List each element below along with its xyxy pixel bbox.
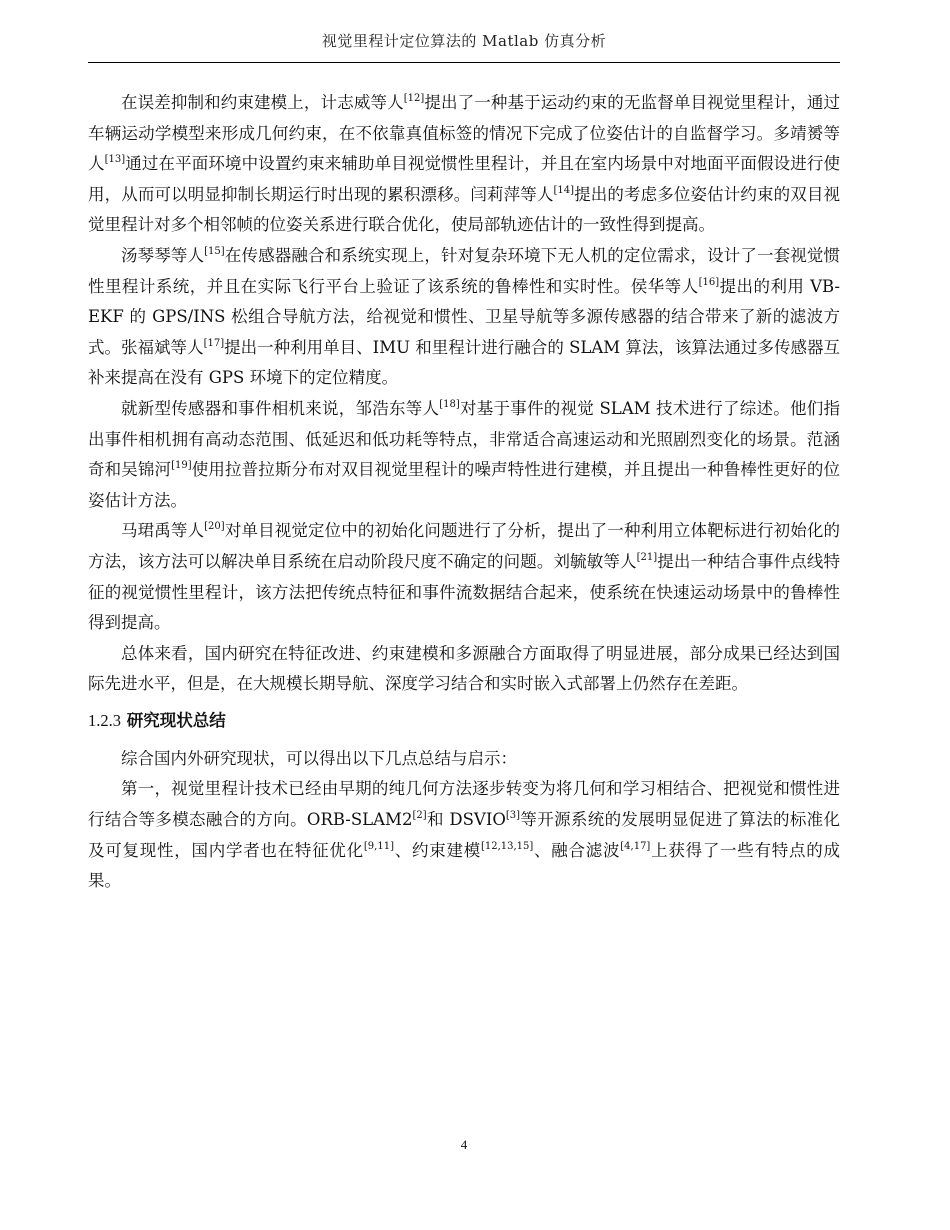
paragraph-text: 汤琴琴等人: [121, 245, 205, 265]
citation-ref: [9,11]: [363, 840, 394, 852]
paragraph-group-summary: [88, 744, 840, 897]
paragraph-text: 就新型传感器和事件相机来说，邹浩东等人: [121, 398, 440, 418]
citation-ref: [13]: [104, 154, 126, 166]
citation-ref: [19]: [171, 460, 192, 472]
citation-ref: [17]: [203, 337, 225, 349]
paragraph-text: 总体来看，国内研究在特征改进、约束建模和多源融合方面取得了明显进展，部分成果已经达到国际先进水平，但是，在大规模长期导航、深度学习结合和实时嵌入式部署上仍然存在差距。: [88, 643, 840, 694]
paragraph: [88, 88, 840, 241]
paragraph-text: 通过在平面环境中设置约束来辅助单目视觉惯性里程计，并且在室内场景中对地面平面假设进行使用，从而可以明显抑制长期运行时出现的累积漂移。闫莉萍等人: [88, 154, 841, 204]
paragraph-text: 对单目视觉定位中的初始化问题进行了分析，提出了一种利用立体靶标进行初始化的方法，该方法可以解决单目系统在启动阶段尺度不确定的问题。刘毓敏等人: [88, 521, 841, 571]
section-number: 1.2.3: [88, 710, 121, 730]
paragraph: [88, 241, 840, 394]
header-rule: [88, 62, 840, 63]
citation-ref: [15]: [204, 245, 225, 257]
paragraph-text: 提出了一种基于运动约束的无监督单目视觉里程计，通过车辆运动学模型来形成几何约束，在不依靠真值标签的情况下完成了位姿估计的自监督学习。多靖赟等人: [88, 93, 841, 174]
section-heading: [88, 706, 840, 736]
paragraph-text: 对基于事件的视觉 SLAM 技术进行了综述。他们指出事件相机拥有高动态范围、低延迟和低功耗等特点，非常适合高速运动和光照剧烈变化的场景。范涵奇和吴锦河: [88, 398, 841, 480]
paragraph-text: 等开源系统的发展明显促进了算法的标准化及可复现性，国内学者也在特征优化: [88, 810, 840, 860]
citation-ref: [3]: [505, 810, 521, 822]
paragraph: [88, 639, 840, 700]
citation-ref: [12,13,15]: [480, 840, 534, 852]
paragraph: [88, 774, 840, 896]
paragraph-text: 综合国内外研究现状，可以得出以下几点总结与启示：: [121, 748, 517, 768]
document-body: [88, 88, 840, 897]
paragraph: [88, 744, 840, 775]
paragraph-text: 和 DSVIO: [426, 810, 506, 830]
citation-ref: [4,17]: [620, 840, 651, 852]
running-header: 视觉里程计定位算法的 Matlab 仿真分析: [321, 32, 607, 50]
citation-ref: [16]: [698, 276, 720, 288]
citation-ref: [14]: [553, 184, 575, 196]
paragraph: [88, 394, 840, 516]
paragraph-text: 提出一种结合事件点线特征的视觉惯性里程计，该方法把传统点特征和事件流数据结合起来，使系统在快速运动场景中的鲁棒性得到提高。: [88, 551, 841, 633]
section-title: 研究现状总结: [126, 710, 226, 730]
citation-ref: [21]: [636, 551, 658, 563]
paragraph-text: 第一，视觉里程计技术已经由早期的纯几何方法逐步转变为将几何和学习相结合、把视觉和惯性进行结合等多模态融合的方向。ORB-SLAM2: [88, 779, 840, 830]
paragraph-text: 马珺禹等人: [121, 521, 205, 541]
paragraph-text: 在传感器融合和系统实现上，针对复杂环境下无人机的定位需求，设计了一套视觉惯性里程计系统，并且在实际飞行平台上验证了该系统的鲁棒性和实时性。侯华等人: [88, 245, 841, 296]
citation-ref: [12]: [403, 93, 425, 104]
paragraph-text: 使用拉普拉斯分布对双目视觉里程计的噪声特性进行建模，并且提出一种鲁棒性更好的位姿估计方法。: [88, 460, 841, 510]
page-number: 4: [460, 1137, 468, 1152]
paragraph-text: 在误差抑制和约束建模上，计志威等人: [121, 93, 404, 112]
citation-ref: [2]: [412, 810, 427, 822]
paragraph-text: 、融合滤波: [533, 840, 621, 860]
paragraph-text: 提出的利用 VB-EKF 的 GPS/INS 松组合导航方法，给视觉和惯性、卫星导航等多源传感器的结合带来了新的滤波方式。张福斌等人: [88, 276, 840, 357]
citation-ref: [20]: [204, 521, 225, 533]
paragraph-group-domestic-research: [88, 88, 840, 700]
paragraph-text: 上获得了一些有特点的成果。: [88, 840, 841, 891]
paragraph-text: 提出一种利用单目、IMU 和里程计进行融合的 SLAM 算法，该算法通过多传感器互补来提高在没有 GPS 环境下的定位精度。: [88, 337, 841, 388]
paragraph-text: 提出的考虑多位姿估计约束的双目视觉里程计对多个相邻帧的位姿关系进行联合优化，使局部轨迹估计的一致性得到提高。: [88, 184, 841, 235]
paragraph: [88, 516, 840, 638]
paragraph-text: 、约束建模: [393, 840, 481, 860]
citation-ref: [18]: [439, 398, 460, 410]
